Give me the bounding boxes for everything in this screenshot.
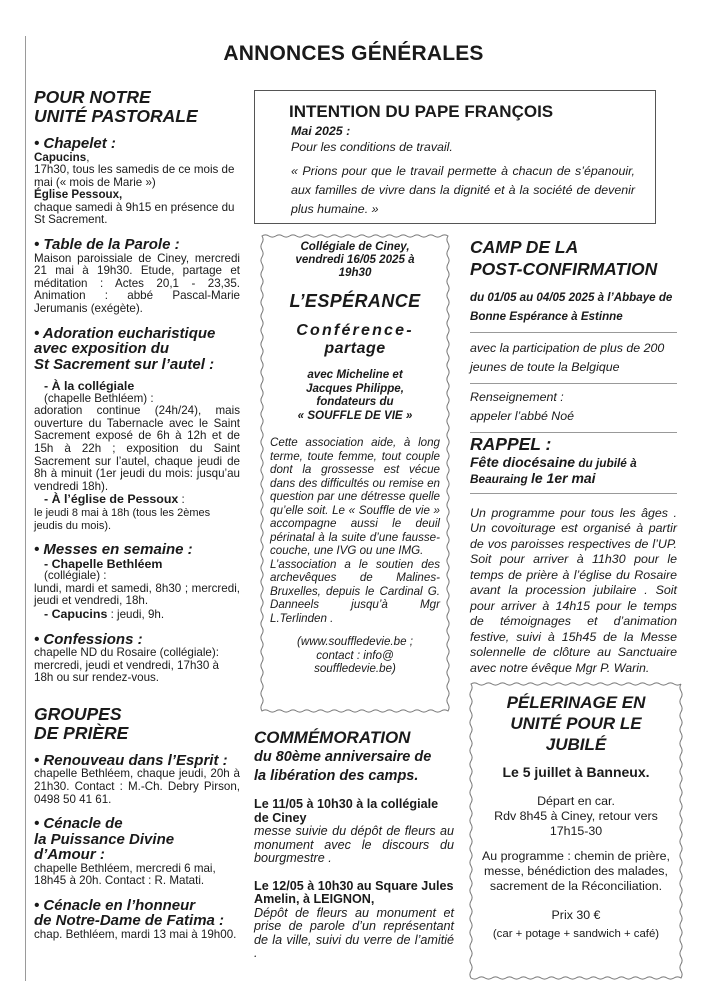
pope-intention-subject: Pour les conditions de travail. <box>291 140 453 154</box>
pelerinage-title: PÉLERINAGE EN UNITÉ POUR LE JUBILÉ <box>506 693 646 754</box>
esperance-type: Conférence- partage <box>296 322 414 357</box>
camp-divider <box>470 332 677 333</box>
esperance-place: Collégiale de Ciney, vendredi 16/05 2025 à 19h30 <box>295 240 415 279</box>
left-column <box>34 88 240 941</box>
messes-text: lundi, mardi et samedi, 8h30 ; mercredi, jeudi et vendredi, 18h. <box>34 581 240 608</box>
pope-intention-quote: « Prions pour que le travail permette à chacun de s’épanouir, aux familles de vivre dans la dignité et à la société de devenir plus humaine. » <box>291 164 635 216</box>
chapelet-place-1: Capucins <box>34 150 87 164</box>
chapelet-place-2: Église Pessoux, <box>34 188 123 202</box>
cenacle-block <box>34 816 240 888</box>
messes-block: • Messes en semaine : - Chapelle Bethléem (collégiale) : lundi, mardi et samedi, 8h30 ; mercredi, jeudi et vendredi, 18h. - Capucins : jeudi, 9h. <box>34 541 240 622</box>
column-divider <box>25 36 26 981</box>
cenacle-text: chapelle Bethléem, mercredi 6 mai, 18h45 à 20h. Contact : R. Matati. <box>34 861 216 888</box>
adoration-sub-pessoux: - À l’église de Pessoux <box>44 492 179 507</box>
messes-sub-capucins: - Capucins <box>44 607 108 622</box>
confessions-block <box>34 632 240 685</box>
right-column <box>470 236 677 676</box>
pelerinage-depart: Départ en car. Rdv 8h45 à Ciney, retour vers 17h15-30 <box>494 794 658 838</box>
camp-divider-3 <box>470 432 677 433</box>
commemoration-event-2: Le 12/05 à 10h30 au Square Jules Amelin, à LEIGNON, <box>254 878 454 906</box>
rappel-divider <box>470 493 677 494</box>
commemoration-event-2-detail: Dépôt de fleurs au monument et prise de parole d’un représentant de la ville, suivi du verre de l’amitié . <box>254 905 454 960</box>
unite-pastorale-title: POUR NOTRE UNITÉ PASTORALE <box>34 87 198 126</box>
commemoration-event-1: Le 11/05 à 10h30 à la collégiale de Ciney <box>254 797 439 825</box>
camp-info: appeler l’abbé Noé <box>470 409 575 423</box>
table-parole-block <box>34 237 240 315</box>
rappel-body: Un programme pour tous les âges . Un covoiturage est organisé à partir de vos paroisses respectives de l’UP. Soit pour arriver à 11h30 pour le temps de prière à l’église du Rosaire avant la procession jubilaire . Soit pour arriver à 14h15 pour le temps de témoignages et d’animation festive, suivi à 15h45 de la Messe solennelle de clôture au Sanctuaire avec notre évêque Mgr P. Warin. <box>470 505 677 675</box>
chapelet-text-1: 17h30, tous les samedis de ce mois de mai (« mois de Marie ») <box>34 163 235 189</box>
pelerinage-date: Le 5 juillet à Banneux. <box>502 764 650 780</box>
esperance-contact: (www.souffledevie.be ; contact : info@ souffledevie.be) <box>297 635 413 675</box>
fatima-block <box>34 898 240 942</box>
chapelet-text-2: chaque samedi à 9h15 en présence du St Sacrement. <box>34 200 235 227</box>
page-title: ANNONCES GÉNÉRALES <box>223 42 484 65</box>
adoration-text-1: adoration continue (24h/24), mais ouverture du Tabernacle avec le Saint Sacrement exposé de 6h à 12h et de 15h à 22h ; exposition du Saint Sacrement sur l’autel, chaque jeudi de 8h à minuit (1er jeudi du mois: jusqu’au vendredi 18h). <box>34 404 240 493</box>
fatima-heading: • Cénacle en l’honneur de Notre-Dame de Fatima : <box>34 896 225 930</box>
camp-participation: avec la participation de plus de 200 jeunes de toute la Belgique <box>470 341 665 374</box>
renouveau-block <box>34 753 240 806</box>
camp-title: CAMP DE LA POST-CONFIRMATION <box>470 237 658 279</box>
esperance-speakers: avec Micheline et Jacques Philippe, fondateurs du « SOUFFLE DE VIE » <box>297 368 413 422</box>
commemoration-subtitle: du 80ème anniversaire de la libération des camps. <box>254 749 432 784</box>
cenacle-heading: • Cénacle de la Puissance Divine d’Amour : <box>34 815 175 864</box>
pelerinage-box <box>467 680 685 982</box>
confessions-text: chapelle ND du Rosaire (collégiale): mercredi, jeudi et vendredi, 17h30 à 18h ou sur rendez-vous. <box>34 646 219 685</box>
pelerinage-programme: Au programme : chemin de prière, messe, bénédiction des malades, sacrement de la Réconciliation. <box>481 849 670 893</box>
commemoration-title: COMMÉMORATION <box>254 728 411 747</box>
camp-info-label: Renseignement : <box>470 390 564 404</box>
messes-sub-bethleem: - Chapelle Bethléem <box>44 556 163 571</box>
adoration-block: • Adoration eucharistique avec exposition du St Sacrement sur l’autel : - À la collégiale (chapelle Bethléem) : adoration continue (24h/24), mais ouverture du Tabernacle avec le Saint Sacrement exposé de 6h à 12h et de 15h à 22h ; exposition du Saint Sacrement sur l’autel, chaque jeudi de 8h à minuit (1er jeudi du mois: jusqu’au vendredi 18h). - À l’église de Pessoux : le jeudi 8 mai à 18h (tous les 2èmes jeudis du mois). <box>34 324 240 532</box>
groupes-priere-title: GROUPES DE PRIÈRE <box>34 703 129 743</box>
pope-intention-month: Mai 2025 : <box>291 124 351 138</box>
esperance-box <box>258 232 452 715</box>
pope-intention-title: INTENTION DU PAPE FRANÇOIS <box>289 102 554 121</box>
chapelet-block: • Chapelet : Capucins, 17h30, tous les samedis de ce mois de mai (« mois de Marie ») Église Pessoux, chaque samedi à 9h15 en présence du St Sacrement. <box>34 136 240 227</box>
renouveau-text: chapelle Bethléem, chaque jeudi, 20h à 21h30. Contact : M.-Ch. Debry Pirson, 0498 50 41 61. <box>34 767 240 806</box>
rappel-fete: Fête diocésaine du jubilé à Beauraing le 1er mai <box>470 453 637 486</box>
adoration-text-2: le jeudi 8 mai à 18h (tous les 2èmes jeudis du mois). <box>34 506 211 532</box>
pelerinage-meal: (car + potage + sandwich + café) <box>492 928 660 940</box>
table-parole-heading: • Table de la Parole : <box>34 236 180 254</box>
adoration-heading: • Adoration eucharistique avec exposition du St Sacrement sur l’autel : <box>34 324 216 373</box>
messes-heading: • Messes en semaine : <box>34 541 193 559</box>
esperance-description: Cette association aide, à long terme, toute femme, tout couple dont la grossesse est vécue dans des difficultés ou remise en question par une détresse quelle qu’elle soit. Le « Souffle de vie » accompagne aussi le deuil périnatal à la suite d’une fausse-couche, une IVG ou une IMG. L’association a le soutien des archevêques de Malines-Bruxelles, depuis le Cardinal G. Danneels jusqu’à Mgr L.Terlinden . <box>270 436 440 625</box>
camp-dates: du 01/05 au 04/05 2025 à l’Abbaye de Bonne Espérance à Estinne <box>470 291 673 323</box>
chapelet-heading: • Chapelet : <box>34 135 116 152</box>
commemoration-event-1-detail: messe suivie du dépôt de fleurs au monument avec le discours du bourgmestre . <box>254 824 454 865</box>
fatima-text: chap. Bethléem, mardi 13 mai à 19h00. <box>34 927 237 941</box>
table-parole-text: Maison paroissiale de Ciney, mercredi 21 mai à 19h30. Etude, partage et méditation : Actes 20,1 - 23,35. Animation : abbé Pascal-Marie Jerumanis (exégète). <box>34 251 240 315</box>
confessions-heading: • Confessions : <box>34 630 143 648</box>
adoration-sub-collegiale: - À la collégiale <box>44 379 135 394</box>
pelerinage-price: Prix 30 € <box>551 908 601 922</box>
camp-divider-2 <box>470 383 677 384</box>
commemoration-block <box>254 728 454 961</box>
renouveau-heading: • Renouveau dans l’Esprit : <box>34 751 228 769</box>
rappel-title: RAPPEL : <box>470 434 552 454</box>
esperance-title: L’ESPÉRANCE <box>289 291 421 311</box>
